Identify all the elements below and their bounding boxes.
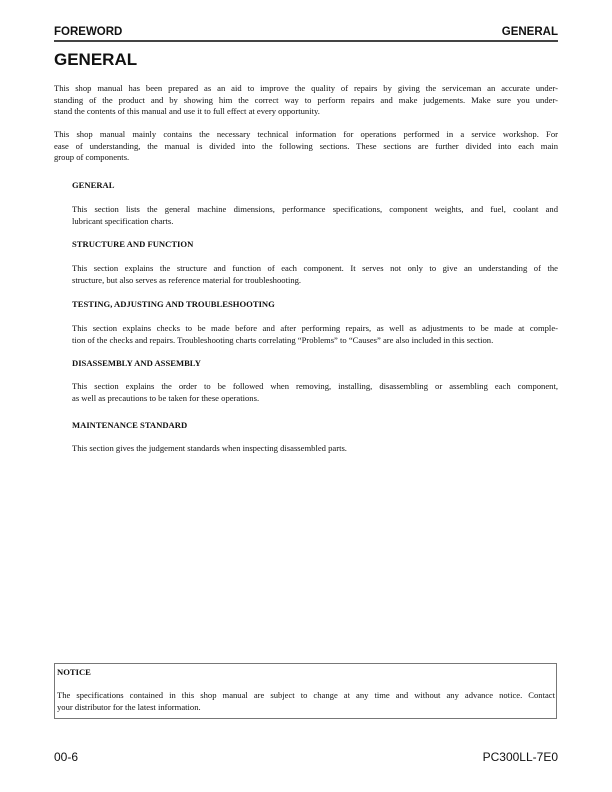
section-text-structure bbox=[72, 263, 558, 286]
model-number: PC300LL-7E0 bbox=[482, 750, 558, 764]
section-text-general bbox=[72, 204, 558, 227]
text-line: group of components. bbox=[54, 152, 130, 163]
text-line: This section explains the order to be followed when removing, installing, disassembling or assembling each component, bbox=[72, 381, 558, 391]
text-line: standing of the product and by showing him the correct way to perform repairs and make judgements. Make sure you under- bbox=[54, 94, 558, 105]
intro-paragraph-2 bbox=[54, 129, 558, 164]
notice-text bbox=[57, 690, 555, 713]
text-line: This section explains the structure and function of each component. It serves not only to give an understanding of the bbox=[72, 263, 558, 273]
intro-paragraph-1 bbox=[54, 83, 558, 118]
text-line: structure, but also serves as reference material for troubleshooting. bbox=[72, 274, 302, 285]
text-line: ease of understanding, the manual is divided into the following sections. These sections are further divided into each main bbox=[54, 140, 558, 151]
notice-heading: NOTICE bbox=[57, 667, 91, 677]
header-section-label: FOREWORD bbox=[54, 26, 123, 38]
section-heading-testing: TESTING, ADJUSTING AND TROUBLESHOOTING bbox=[72, 299, 275, 309]
text-line: This shop manual mainly contains the necessary technical information for operations performed in a service workshop. For bbox=[54, 129, 558, 139]
text-line: stand the contents of this manual and use it to full effect at every opportunity. bbox=[54, 106, 320, 117]
page-number: 00-6 bbox=[54, 750, 79, 764]
header-rule bbox=[54, 40, 558, 42]
text-line: your distributor for the latest information. bbox=[57, 701, 201, 712]
text-line: The specifications contained in this shop manual are subject to change at any time and without any advance notice. Contact bbox=[57, 690, 555, 700]
section-heading-structure: STRUCTURE AND FUNCTION bbox=[72, 239, 194, 249]
section-heading-maintenance: MAINTENANCE STANDARD bbox=[72, 420, 188, 430]
page-title: GENERAL bbox=[54, 50, 138, 69]
header-chapter-label: GENERAL bbox=[501, 26, 558, 38]
section-text-testing bbox=[72, 323, 558, 346]
text-line: tion of the checks and repairs. Troubleshooting charts correlating “Problems” to “Causes” are also included in this section. bbox=[72, 334, 494, 345]
text-line: This shop manual has been prepared as an aid to improve the quality of repairs by giving the serviceman an accurate under- bbox=[54, 83, 558, 93]
text-line: This section lists the general machine dimensions, performance specifications, component weights, and fuel, coolant and bbox=[72, 204, 558, 214]
text-line: This section explains checks to be made before and after performing repairs, as well as adjustments to be made at comple- bbox=[72, 323, 558, 333]
section-heading-disassembly: DISASSEMBLY AND ASSEMBLY bbox=[72, 358, 201, 368]
section-text-maintenance bbox=[72, 443, 558, 455]
section-heading-general: GENERAL bbox=[72, 180, 115, 190]
text-line: lubricant specification charts. bbox=[72, 215, 174, 226]
section-text-disassembly bbox=[72, 381, 558, 404]
text-line: as well as precautions to be taken for these operations. bbox=[72, 392, 260, 403]
text-line: This section gives the judgement standards when inspecting disassembled parts. bbox=[72, 443, 347, 453]
